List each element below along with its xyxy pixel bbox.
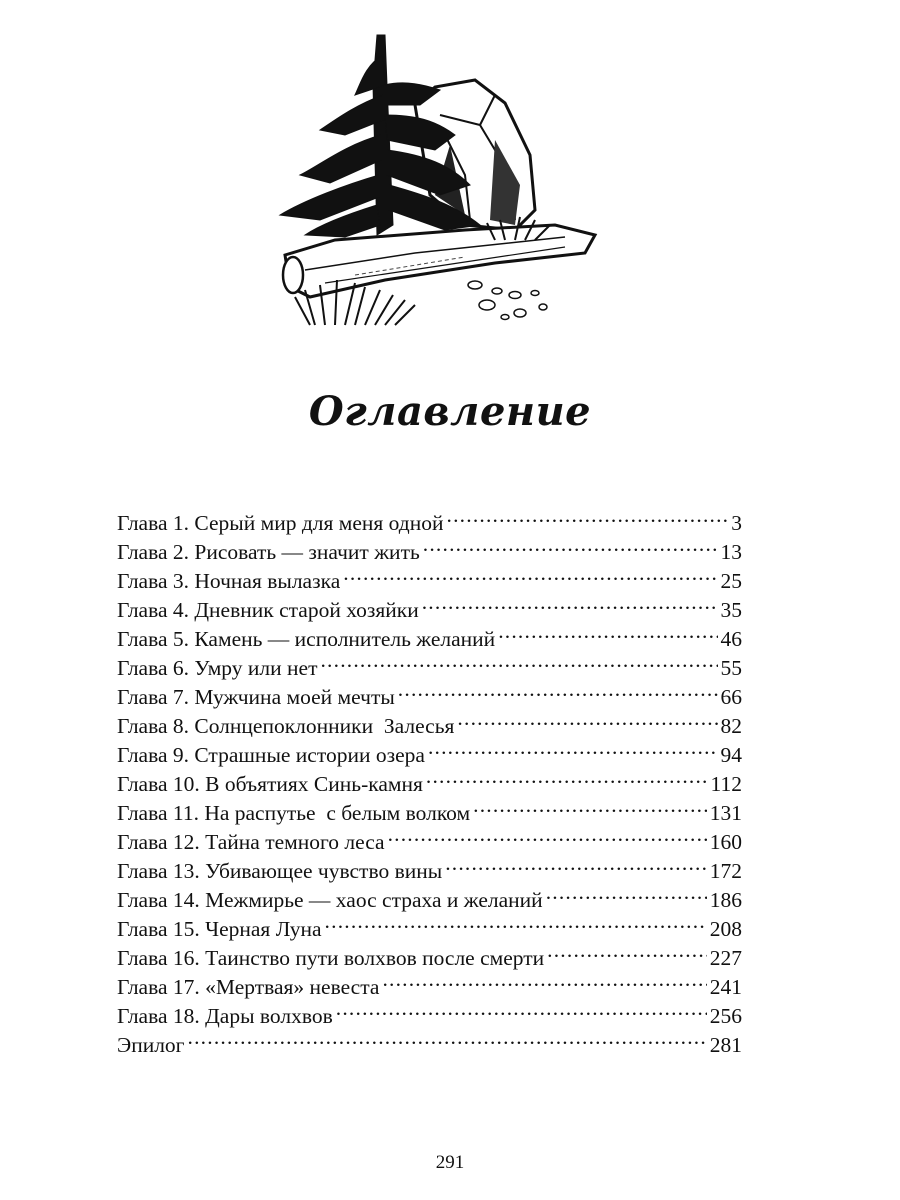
- tree-rock-illustration: [265, 25, 605, 330]
- pebbles-shape: [468, 281, 547, 320]
- toc-entry-page: 241: [709, 975, 742, 999]
- toc-entry[interactable]: [117, 501, 742, 535]
- toc-entry-label: Глава 7. Мужчина моей мечты: [117, 685, 395, 709]
- toc-entry-page: 186: [709, 888, 742, 912]
- toc-dot-leader: [447, 501, 729, 530]
- toc-entry-label: Глава 10. В объятиях Синь-камня: [117, 772, 423, 796]
- toc-dot-leader: [426, 762, 708, 791]
- toc-entry-label: Глава 4. Дневник старой хозяйки: [117, 598, 419, 622]
- toc-dot-leader: [547, 936, 707, 965]
- toc-entry-label: Глава 18. Дары волхвов: [117, 1004, 333, 1028]
- toc-entry-page: 46: [720, 627, 742, 651]
- table-of-contents: [117, 501, 742, 1057]
- toc-entry-page: 3: [731, 511, 742, 535]
- toc-entry-label: Глава 9. Страшные истории озера: [117, 743, 425, 767]
- toc-dot-leader: [423, 530, 718, 559]
- toc-title: Оглавление: [308, 388, 592, 435]
- toc-entry-label: Глава 2. Рисовать — значит жить: [117, 540, 420, 564]
- toc-dot-leader: [398, 675, 718, 704]
- toc-entry-page: 208: [709, 917, 742, 941]
- toc-dot-leader: [428, 733, 718, 762]
- toc-entry-page: 112: [710, 772, 742, 796]
- toc-entry-page: 13: [720, 540, 742, 564]
- toc-dot-leader: [422, 588, 718, 617]
- toc-entry-page: 55: [720, 656, 742, 680]
- toc-dot-leader: [325, 907, 707, 936]
- toc-entry-page: 281: [709, 1033, 742, 1057]
- toc-entry-label: Глава 14. Межмирье — хаос страха и желаний: [117, 888, 543, 912]
- toc-dot-leader: [188, 1023, 707, 1052]
- toc-dot-leader: [457, 704, 717, 733]
- toc-entry-label: Глава 12. Тайна темного леса: [117, 830, 385, 854]
- toc-entry-label: Глава 17. «Мертвая» невеста: [117, 975, 380, 999]
- toc-entry-label: Глава 1. Серый мир для меня одной: [117, 511, 444, 535]
- toc-dot-leader: [498, 617, 717, 646]
- toc-dot-leader: [336, 994, 707, 1023]
- toc-entry-page: 35: [720, 598, 742, 622]
- toc-entry-page: 227: [709, 946, 742, 970]
- toc-entry-label: Глава 6. Умру или нет: [117, 656, 318, 680]
- toc-entry-label: Эпилог: [117, 1033, 185, 1057]
- toc-entry-page: 25: [720, 569, 742, 593]
- toc-entry-page: 82: [720, 714, 742, 738]
- toc-entry-page: 160: [709, 830, 742, 854]
- toc-entry-page: 94: [720, 743, 742, 767]
- toc-entry-page: 256: [709, 1004, 742, 1028]
- toc-dot-leader: [343, 559, 717, 588]
- toc-entry-label: Глава 16. Таинство пути волхвов после смерти: [117, 946, 545, 970]
- toc-dot-leader: [445, 849, 707, 878]
- page-number: 291: [435, 1152, 465, 1173]
- toc-dot-leader: [388, 820, 707, 849]
- toc-entry-label: Глава 8. Солнцепоклонники Залесья: [117, 714, 455, 738]
- toc-dot-leader: [546, 878, 707, 907]
- toc-entry-page: 172: [709, 859, 742, 883]
- toc-entry-label: Глава 5. Камень — исполнитель желаний: [117, 627, 496, 651]
- toc-dot-leader: [473, 791, 707, 820]
- toc-entry[interactable]: [117, 1023, 742, 1057]
- toc-entry-page: 66: [720, 685, 742, 709]
- toc-entry-label: Глава 15. Черная Луна: [117, 917, 322, 941]
- toc-entry-page: 131: [709, 801, 742, 825]
- toc-dot-leader: [382, 965, 706, 994]
- toc-entry-label: Глава 3. Ночная вылазка: [117, 569, 341, 593]
- toc-entry-label: Глава 11. На распутье с белым волком: [117, 801, 471, 825]
- pine-tree-shape: [280, 35, 480, 237]
- toc-dot-leader: [320, 646, 717, 675]
- toc-entry-label: Глава 13. Убивающее чувство вины: [117, 859, 443, 883]
